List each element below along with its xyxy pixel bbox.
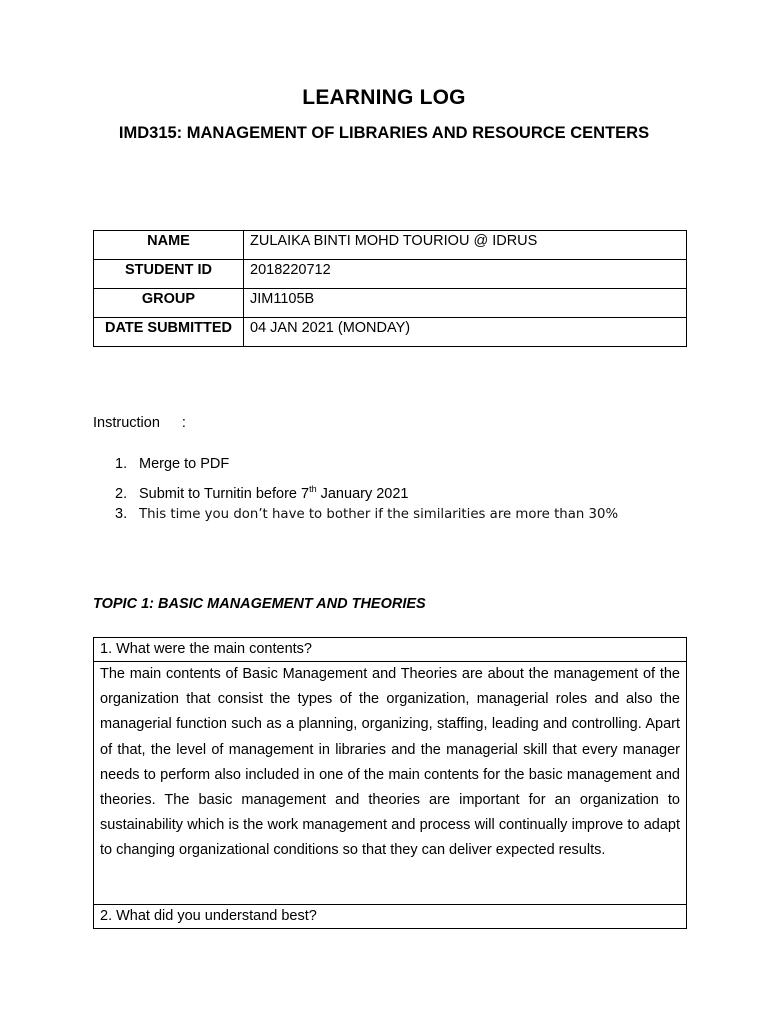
course-title: IMD315: MANAGEMENT OF LIBRARIES AND RESOURCE CENTERS: [118, 124, 650, 142]
question-2: 2. What did you understand best?: [94, 905, 687, 929]
table-row: [94, 905, 687, 929]
date-submitted-value: 04 JAN 2021 (MONDAY): [244, 318, 687, 347]
table-row: [94, 289, 687, 318]
list-item: [93, 505, 618, 530]
student-id-value: 2018220712: [244, 260, 687, 289]
topic-heading: TOPIC 1: BASIC MANAGEMENT AND THEORIES: [93, 596, 426, 612]
step-superscript: th: [309, 484, 317, 494]
table-row: [94, 318, 687, 347]
instruction-colon: :: [181, 415, 186, 431]
student-info-table: [93, 230, 687, 347]
table-row: [94, 260, 687, 289]
group-value: JIM1105B: [244, 289, 687, 318]
step-text: Submit to Turnitin before 7: [139, 485, 310, 502]
group-label: GROUP: [94, 289, 244, 318]
step-text: Merge to PDF: [139, 456, 230, 472]
instruction-label: Instruction: [93, 415, 160, 431]
name-value: ZULAIKA BINTI MOHD TOURIOU @ IDRUS: [244, 231, 687, 260]
list-item: [93, 455, 618, 480]
instruction-heading: [93, 415, 186, 431]
question-answer-table: [93, 637, 687, 929]
step-number: 1.: [115, 456, 128, 472]
step-number: 3.: [115, 506, 128, 522]
table-row: [94, 638, 687, 662]
date-submitted-label: DATE SUBMITTED: [94, 318, 244, 347]
name-label: NAME: [94, 231, 244, 260]
table-row: [94, 662, 687, 905]
document-title: LEARNING LOG: [302, 86, 466, 109]
step-text-end: January 2021: [316, 485, 409, 502]
step-number: 2.: [115, 485, 128, 502]
table-row: [94, 231, 687, 260]
step-text: This time you don’t have to bother if the similarities are more than 30%: [139, 507, 619, 522]
question-1: 1. What were the main contents?: [94, 638, 687, 662]
student-id-label: STUDENT ID: [94, 260, 244, 289]
answer-1: The main contents of Basic Management and Theories are about the management of the organization that consist the types of the organization, managerial roles and also the managerial function such as a planning, organizing, staffing, leading and controlling. Apart of that, the level of management in libraries and the managerial skill that every manager needs to perform also included in one of the main contents for the basic management and theories. The basic management and theories are important for an organization to sustainability which is the work management and process will continually improve to adapt to changing organizational conditions so that they can deliver expected results.: [94, 662, 687, 905]
instruction-list: [93, 455, 618, 530]
list-item: [93, 480, 618, 505]
